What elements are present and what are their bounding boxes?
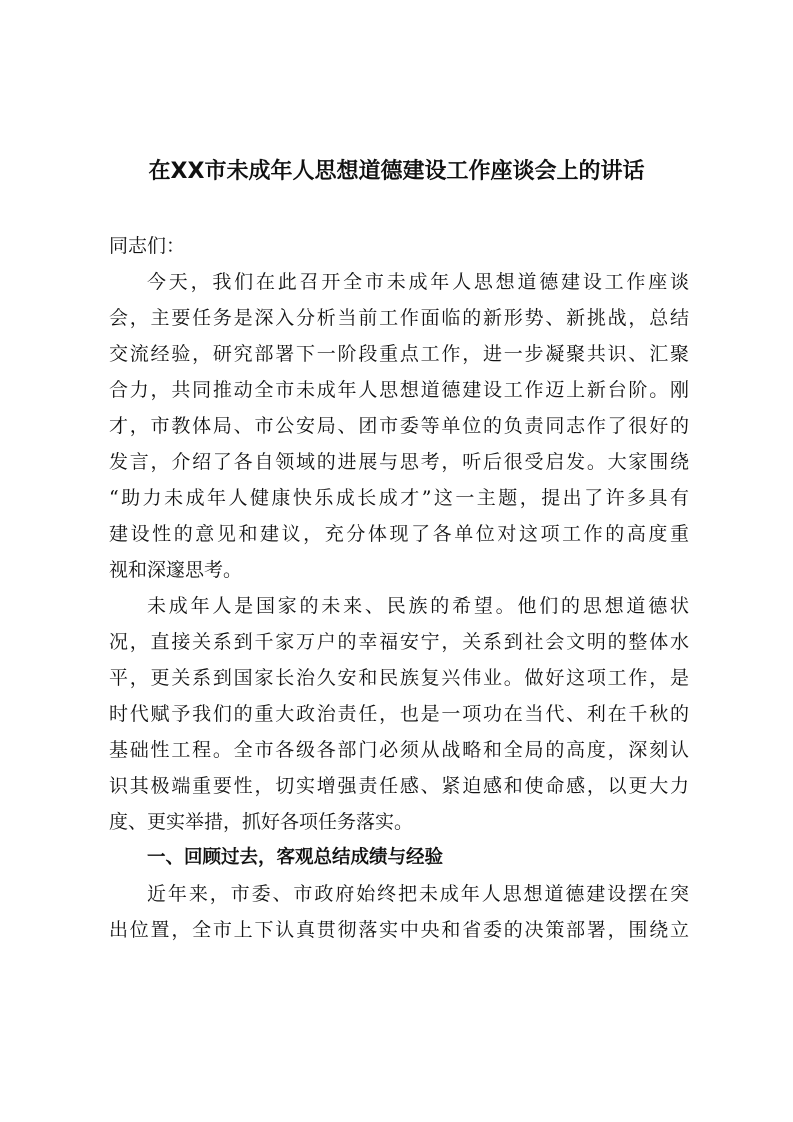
paragraph-line: 会，主要任务是深入分析当前工作面临的新形势、新挑战，总结 [109, 307, 689, 329]
salutation: 同志们： [109, 235, 186, 257]
paragraph-line: 出位置，全市上下认真贯彻落实中央和省委的决策部署，围绕立 [109, 919, 689, 941]
paragraph-line: 才，市教体局、市公安局、团市委等单位的负责同志作了很好的 [109, 415, 689, 437]
paragraph-line: 时代赋予我们的重大政治责任，也是一项功在当代、利在千秋的 [109, 703, 689, 725]
paragraph-line: 识其极端重要性，切实增强责任感、紧迫感和使命感，以更大力 [109, 775, 689, 797]
paragraph-line: 度、更实举措，抓好各项任务落实。 [109, 811, 414, 833]
paragraph-line: “助力未成年人健康快乐成长成才”这一主题，提出了许多具有 [109, 487, 689, 509]
paragraph-line: 合力，共同推动全市未成年人思想道德建设工作迈上新台阶。刚 [109, 379, 689, 401]
paragraph-line: 发言，介绍了各自领域的进展与思考，听后很受启发。大家围绕 [109, 451, 689, 473]
paragraph-line: 建设性的意见和建议，充分体现了各单位对这项工作的高度重 [109, 523, 689, 545]
document-title: 在XX市未成年人思想道德建设工作座谈会上的讲话 [148, 159, 645, 184]
paragraph-line: 基础性工程。全市各级各部门必须从战略和全局的高度，深刻认 [109, 739, 689, 761]
paragraph-line: 视和深邃思考。 [109, 559, 243, 581]
section-heading: 一、回顾过去，客观总结成绩与经验 [147, 847, 444, 868]
paragraph-line: 交流经验，研究部署下一阶段重点工作，进一步凝聚共识、汇聚 [109, 343, 689, 365]
document-body [109, 228, 689, 948]
paragraph-line: 未成年人是国家的未来、民族的希望。他们的思想道德状 [147, 595, 689, 617]
paragraph-line: 平，更关系到国家长治久安和民族复兴伟业。做好这项工作，是 [109, 667, 689, 689]
paragraph-line: 近年来，市委、市政府始终把未成年人思想道德建设摆在突 [147, 883, 689, 905]
paragraph-line: 今天，我们在此召开全市未成年人思想道德建设工作座谈 [147, 271, 689, 293]
paragraph-line: 况，直接关系到千家万户的幸福安宁，关系到社会文明的整体水 [109, 631, 689, 653]
